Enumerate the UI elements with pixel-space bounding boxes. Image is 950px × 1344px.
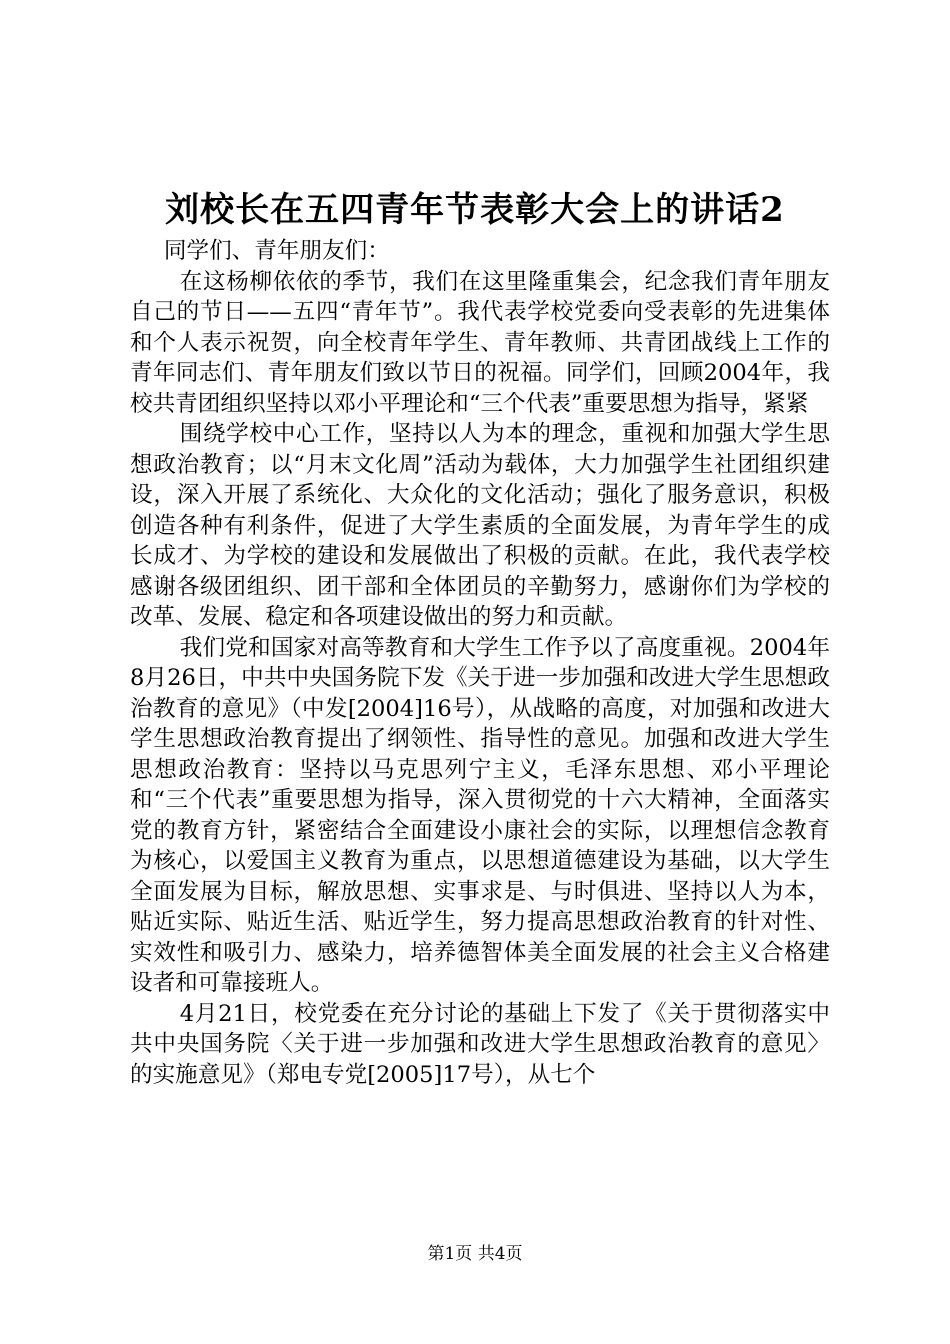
paragraph-2: 围绕学校中心工作，坚持以人为本的理念，重视和加强大学生思想政治教育；以“月末文化周”活动为载体，大力加强学生社团组织建设，深入开展了系统化、大众化的文化活动；强化了服务意识，积极创造各种有利条件，促进了大学生素质的全面发展，为青年学生的成长成才、为学校的建设和发展做出了积极的贡献。在此，我代表学校感谢各级团组织、团干部和全体团员的辛勤努力，感谢你们为学校的改革、发展、稳定和各项建设做出的努力和贡献。 [130, 421, 830, 630]
paragraph-3: 我们党和国家对高等教育和大学生工作予以了高度重视。2004年8月26日，中共中央国务院下发《关于进一步加强和改进大学生思想政治教育的意见》（中发[2004]16号），从战略的高度，对加强和改进大学生思想政治教育提出了纲领性、指导性的意见。加强和改进大学生思想政治教育：坚持以马克思列宁主义，毛泽东思想、邓小平理论和“三个代表”重要思想为指导，深入贯彻党的十六大精神，全面落实党的教育方针，紧密结合全面建设小康社会的实际，以理想信念教育为核心，以爱国主义教育为重点，以思想道德建设为基础，以大学生全面发展为目标，解放思想、实事求是、与时俱进、坚持以人为本，贴近实际、贴近生活、贴近学生，努力提高思想政治教育的针对性、实效性和吸引力、感染力，培养德智体美全面发展的社会主义合格建设者和可靠接班人。 [130, 634, 830, 996]
paragraph-4: 4月21日，校党委在充分讨论的基础上下发了《关于贯彻落实中共中央国务院〈关于进一步加强和改进大学生思想政治教育的意见〉的实施意见》（郑电专党[2005]17号），从七个 [130, 1000, 830, 1088]
page-footer: 第1页 共4页 [427, 1244, 523, 1264]
salutation: 同学们、青年朋友们： [163, 238, 390, 264]
paragraph-1: 在这杨柳依依的季节，我们在这里隆重集会，纪念我们青年朋友自己的节日——五四“青年节”。我代表学校党委向受表彰的先进集体和个人表示祝贺，向全校青年学生、青年教师、共青团战线上工作的青年同志们、青年朋友们致以节日的祝福。同学们，回顾2004年，我校共青团组织坚持以邓小平理论和“三个代表”重要思想为指导，紧紧 [130, 268, 830, 417]
document-title: 刘校长在五四青年节表彰大会上的讲话2 [165, 190, 785, 230]
document-body [130, 236, 830, 1090]
